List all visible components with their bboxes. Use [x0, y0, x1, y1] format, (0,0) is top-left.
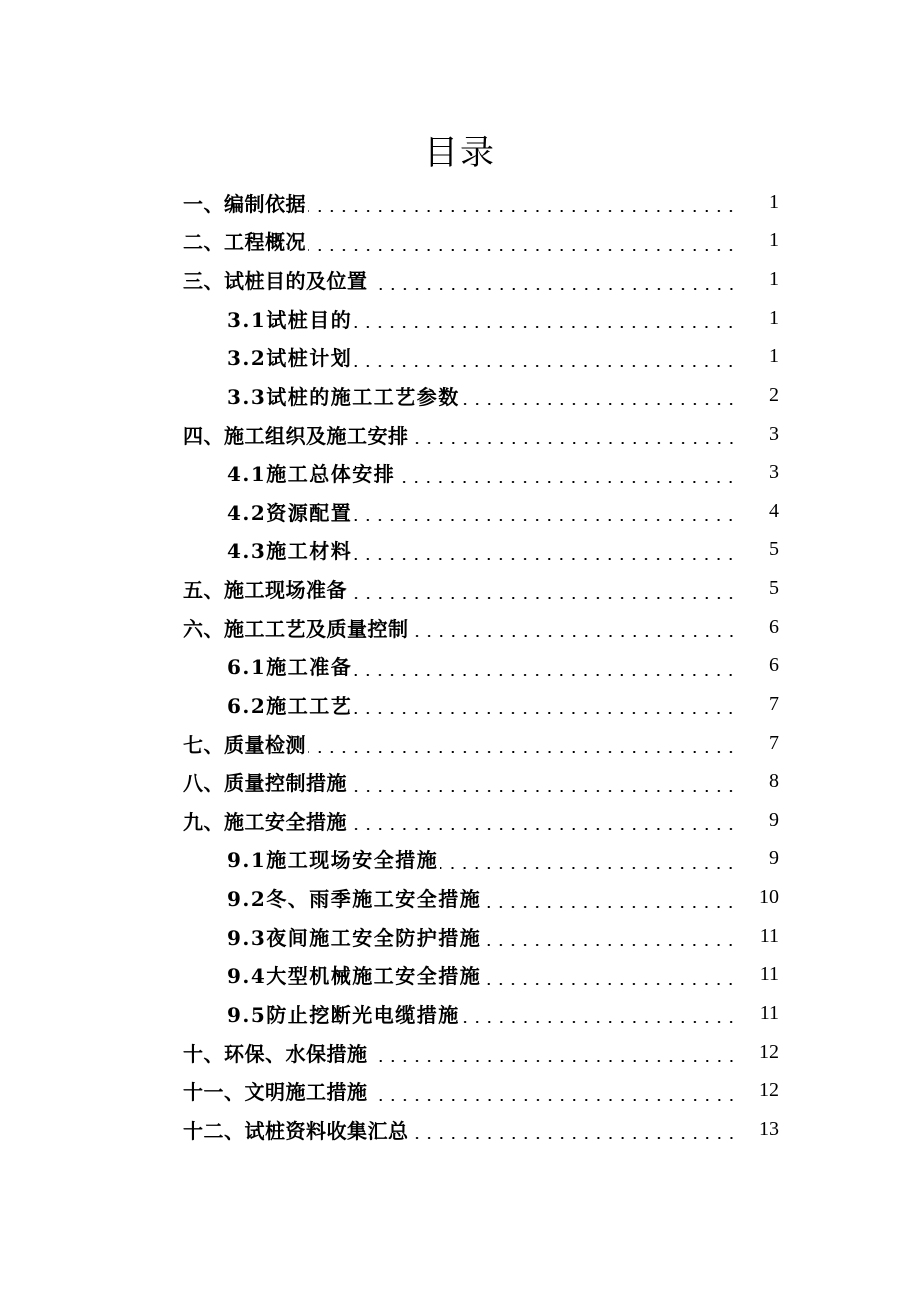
toc-entry-page-number: 11	[759, 963, 779, 986]
toc-entry-page-number: 6	[769, 615, 779, 638]
dot-leader	[349, 790, 737, 792]
toc-entry-label: 十一、文明施工措施	[183, 1080, 368, 1105]
dot-leader	[354, 365, 737, 367]
toc-entry-label: 4.2资源配置	[227, 500, 353, 525]
toc-entry[interactable]	[0, 801, 920, 840]
toc-entry-page-number: 1	[769, 268, 779, 291]
dot-leader	[308, 751, 737, 753]
toc-entry-label: 3.3试桩的施工工艺参数	[227, 384, 460, 409]
toc-entry-page-number: 8	[769, 770, 779, 793]
toc-entry[interactable]	[0, 647, 920, 686]
toc-entry-page-number: 6	[769, 654, 779, 677]
toc-entry[interactable]	[0, 183, 920, 222]
toc-entry-label: 十二、试桩资料收集汇总	[183, 1118, 409, 1143]
dot-leader	[462, 1021, 737, 1023]
toc-entry-label: 4.3施工材料	[227, 539, 353, 564]
toc-entry[interactable]	[0, 492, 920, 531]
toc-entry-label: 九、施工安全措施	[183, 809, 347, 834]
toc-entry[interactable]	[0, 569, 920, 608]
toc-entry-label: 十、环保、水保措施	[183, 1041, 368, 1066]
toc-entry[interactable]	[0, 1110, 920, 1149]
dot-leader	[349, 597, 737, 599]
toc-entry-label: 9.3夜间施工安全防护措施	[227, 925, 482, 950]
dot-leader	[370, 1099, 738, 1101]
toc-entry[interactable]	[0, 956, 920, 995]
toc-entry-page-number: 11	[759, 1001, 779, 1024]
toc-entry-page-number: 12	[759, 1079, 779, 1102]
dot-leader	[354, 674, 737, 676]
toc-entry-page-number: 12	[759, 1040, 779, 1063]
toc-entry[interactable]	[0, 994, 920, 1033]
toc-entry[interactable]	[0, 685, 920, 724]
dot-leader	[354, 326, 737, 328]
toc-entry-page-number: 3	[769, 461, 779, 484]
toc-entry-label: 四、施工组织及施工安排	[183, 423, 409, 448]
toc-entry-label: 9.2冬、雨季施工安全措施	[227, 887, 482, 912]
toc-entry-page-number: 3	[769, 422, 779, 445]
toc-entry[interactable]	[0, 260, 920, 299]
dot-leader	[483, 944, 737, 946]
toc-entry-page-number: 1	[769, 190, 779, 213]
toc-entry[interactable]	[0, 1071, 920, 1110]
toc-entry-page-number: 4	[769, 499, 779, 522]
dot-leader	[354, 712, 737, 714]
dot-leader	[308, 249, 737, 251]
toc-entry-page-number: 9	[769, 847, 779, 870]
toc-entry[interactable]	[0, 724, 920, 763]
dot-leader	[411, 442, 738, 444]
toc-entry-page-number: 1	[769, 229, 779, 252]
toc-entry-label: 4.1施工总体安排	[227, 462, 396, 487]
dot-leader	[411, 1137, 738, 1139]
dot-leader	[462, 403, 737, 405]
toc-entry-page-number: 5	[769, 538, 779, 561]
dot-leader	[370, 1060, 738, 1062]
toc-entry-label: 一、编制依据	[183, 191, 306, 216]
toc-entry[interactable]	[0, 608, 920, 647]
dot-leader	[440, 867, 737, 869]
toc-entry[interactable]	[0, 453, 920, 492]
toc-entry-label: 三、试桩目的及位置	[183, 269, 368, 294]
toc-entry-label: 八、质量控制措施	[183, 771, 347, 796]
dot-leader	[397, 481, 737, 483]
toc-entry[interactable]	[0, 376, 920, 415]
toc-entry-label: 9.1施工现场安全措施	[227, 848, 439, 873]
toc-entry-label: 七、质量检测	[183, 732, 306, 757]
toc-entry[interactable]	[0, 222, 920, 261]
toc-entry-label: 五、施工现场准备	[183, 578, 347, 603]
toc-entry[interactable]	[0, 338, 920, 377]
toc-entry-page-number: 1	[769, 345, 779, 368]
dot-leader	[349, 828, 737, 830]
toc-entry-label: 二、工程概况	[183, 230, 306, 255]
page-title: 目录	[424, 133, 496, 173]
toc-entry-page-number: 13	[759, 1117, 779, 1140]
toc-entry-label: 6.1施工准备	[227, 655, 353, 680]
toc-entry-page-number: 1	[769, 306, 779, 329]
toc-entry-label: 3.2试桩计划	[227, 346, 353, 371]
toc-entry-page-number: 7	[769, 692, 779, 715]
toc-entry-label: 六、施工工艺及质量控制	[183, 616, 409, 641]
toc-entry[interactable]	[0, 1033, 920, 1072]
toc-entry[interactable]	[0, 878, 920, 917]
toc-entry-label: 9.4大型机械施工安全措施	[227, 964, 482, 989]
table-of-contents	[0, 183, 920, 1149]
toc-entry[interactable]	[0, 299, 920, 338]
toc-entry-page-number: 7	[769, 731, 779, 754]
dot-leader	[370, 288, 738, 290]
toc-entry[interactable]	[0, 917, 920, 956]
dot-leader	[483, 983, 737, 985]
toc-entry-page-number: 11	[759, 924, 779, 947]
toc-entry-label: 9.5防止挖断光电缆措施	[227, 1002, 460, 1027]
toc-entry-label: 6.2施工工艺	[227, 693, 353, 718]
toc-entry-page-number: 10	[759, 886, 779, 909]
toc-entry[interactable]	[0, 531, 920, 570]
dot-leader	[354, 519, 737, 521]
dot-leader	[411, 635, 738, 637]
toc-entry[interactable]	[0, 840, 920, 879]
dot-leader	[308, 210, 737, 212]
toc-entry-page-number: 2	[769, 383, 779, 406]
dot-leader	[354, 558, 737, 560]
toc-entry[interactable]	[0, 762, 920, 801]
toc-entry-page-number: 5	[769, 577, 779, 600]
toc-entry-label: 3.1试桩目的	[227, 307, 353, 332]
toc-entry-page-number: 9	[769, 808, 779, 831]
toc-entry[interactable]	[0, 415, 920, 454]
dot-leader	[483, 906, 737, 908]
